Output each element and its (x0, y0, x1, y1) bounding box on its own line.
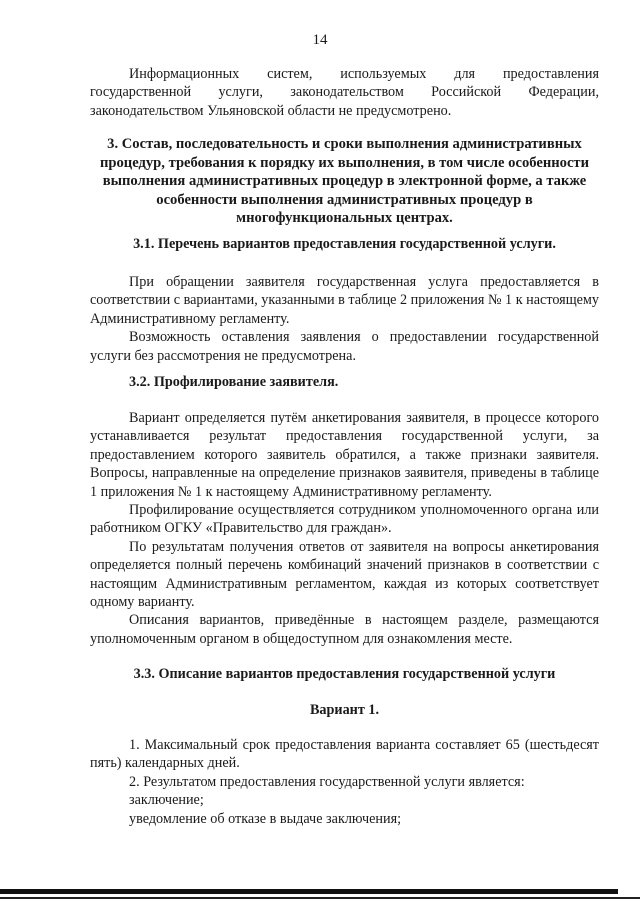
section-3-title: 3. Состав, последовательность и сроки выполнения административных процедур, требования к порядку их выполнения, в том числе особенности выполнения административных процедур в электронной форме, а также особенности выполнения административных процедур в многофункциональных центрах. (99, 136, 590, 227)
result-item-1: заключение; (129, 792, 204, 809)
result-item-2: уведомление об отказе в выдаче заключения; (129, 810, 402, 827)
variant-item-1: 1. Максимальный срок предоставления варианта составляет 65 (шестьдесят пять) календарных дней. (90, 737, 599, 772)
variant-item-2: 2. Результатом предоставления государственной услуги является: (129, 773, 525, 790)
section-3-1-body (90, 273, 599, 365)
section-3-3-title: 3.3. Описание вариантов предоставления государственной услуги (133, 666, 556, 682)
section-3-2-header (90, 373, 599, 391)
intro-paragraph: Информационных систем, используемых для предоставления государственной услуги, законодательством Российской Федерации, законодательством Ульяновской области не предусмотрено. (90, 66, 599, 119)
section-3-1-paragraph-2: Возможность оставления заявления о предоставлении государственной услуги без рассмотрения не предусмотрена. (90, 329, 599, 364)
section-3-3-header (90, 665, 599, 683)
variant-1-header (90, 701, 599, 719)
page-number: 14 (312, 32, 328, 48)
variant-1-body (90, 736, 599, 828)
scan-edge (0, 884, 640, 905)
section-3-1-paragraph-1: При обращении заявителя государственная услуга предоставляется в соответствии с вариантами, указанными в таблице 2 приложения № 1 к настоящему Административному регламенту. (90, 274, 599, 327)
intro-block (90, 65, 599, 120)
section-3-2-paragraph-3: По результатам получения ответов от заявителя на вопросы анкетирования определяется полный перечень комбинаций значений признаков в соответствии с настоящим Административным регламентом, каждая из которых соответствует одному варианту. (90, 538, 599, 611)
scan-edge-line (0, 889, 618, 894)
section-3-2-paragraph-1: Вариант определяется путём анкетирования заявителя, в процессе которого устанавливается результат предоставления государственной услуги, за предоставлением которого заявитель обратился, а также признаки заявителя. Вопросы, направленные на определение признаков заявителя, приведены в таблице 1 приложения № 1 к настоящему Административному регламенту. (90, 410, 599, 500)
section-3-2-paragraph-4: Описания вариантов, приведённые в настоящем разделе, размещаются уполномоченным органом в общедоступном для ознакомления месте. (90, 612, 599, 647)
variant-title: Вариант 1. (309, 702, 380, 718)
section-3-2-title: 3.2. Профилирование заявителя. (129, 374, 339, 390)
section-3-1-header (90, 235, 599, 253)
section-3-header (90, 135, 599, 228)
section-3-2-paragraph-2: Профилирование осуществляется сотрудником уполномоченного органа или работником ОГКУ «Правительство для граждан». (90, 502, 599, 537)
scan-edge-line-thin (0, 897, 640, 899)
section-3-1-title: 3.1. Перечень вариантов предоставления государственной услуги. (133, 236, 556, 252)
section-3-2-body (90, 409, 599, 648)
